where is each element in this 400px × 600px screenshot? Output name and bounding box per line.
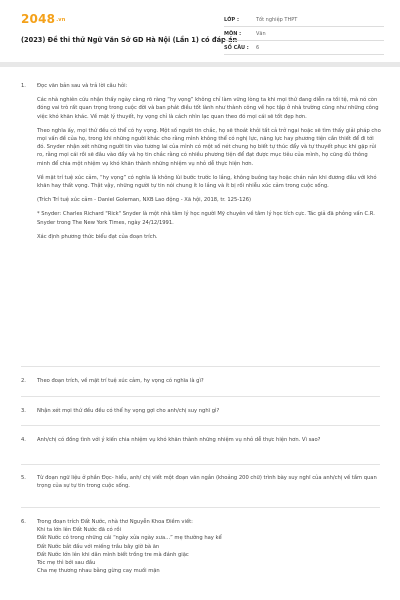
question-divider — [21, 396, 380, 397]
question-number: 4. — [21, 437, 26, 443]
passage-footnote: * Snyder: Charles Richard "Rick" Snyder là một nhà tâm lý học người Mỹ chuyên về tâm lý học tích cực. Tác giả đã phỏng vấn C.R. Snyder trong The New York Times, ngày 24/12/1991. — [37, 211, 375, 226]
question-5 — [21, 474, 381, 490]
page-header — [0, 0, 400, 60]
meta-label: MÔN : — [224, 30, 242, 37]
question-text: Từ đoạn ngữ liệu ở phần Đọc- hiểu, anh/ chị viết một đoạn văn ngắn (khoảng 200 chữ) trình bày suy nghĩ của anh/chị về tầm quan trọng của sự tự tin trong cuộc sống. — [37, 475, 377, 490]
question-text: Nhận xét mọi thứ đều đều có thể hy vọng gợi cho anh/chị suy nghĩ gì? — [37, 408, 220, 414]
question-number: 6. — [21, 519, 26, 525]
passage-paragraph-3: Về mặt trí tuệ xúc cảm, “hy vọng” có nghĩa là không lùi bước trước lo lắng, không buông tay hoặc chán nản khi đương đầu với khó khăn hay thất vọng. Thật vậy, những người tự tin nói chung ít lo lắng và ít bị rối nhiễu xúc cảm trong cuộc sống. — [37, 174, 377, 190]
meta-row-subject — [224, 27, 384, 41]
question-number: 5. — [21, 475, 26, 481]
question-number: 2. — [21, 378, 26, 384]
question-number: 3. — [21, 408, 26, 414]
question-intro: Đọc văn bản sau và trả lời câu hỏi: — [37, 83, 128, 89]
question-number: 1. — [21, 83, 26, 89]
meta-label: LỚP : — [224, 16, 239, 23]
question-text: Anh/chị có đồng tình với ý kiến chia nhiệm vụ khó khăn thành những nhiệm vụ nhỏ dễ thực hiện hơn. Vì sao? — [37, 437, 321, 443]
question-4 — [21, 436, 381, 444]
question-2 — [21, 377, 381, 385]
passage-paragraph-2: Theo nghĩa ấy, mọi thứ đều có thể có hy vọng. Một số người tin chắc, họ sẽ thoát khỏi tất cả trở ngại hoặc sẽ tìm thấy giải pháp cho mọi vấn đề của họ, trong khi những người khác cho rằng mình không thể có nghị lực, năng lực hay phương tiện cần thiết để đi tới đó. Snyder nhận xét những người tin vào tương lai của mình có một số nét chung họ biết tự thúc đẩy và tự thuyết phục khi gặp rủi ro, rằng mọi cái rồi sẽ đâu vào đấy và họ tin chắc rằng có nhiều phương tiện để đạt được mục tiêu của mình, họ cũng đủ thông minh để chia một nhiệm vụ khó khăn thành những nhiệm vụ nhỏ dễ thực hiện hơn. — [37, 127, 381, 167]
question-1 — [21, 82, 381, 241]
poem-line: Tóc mẹ thì bới sau đầu — [37, 560, 96, 567]
poem-line: Đất Nước lớn lên khi dân mình biết trồng tre mà đánh giặc — [37, 551, 189, 558]
header-divider — [0, 62, 400, 67]
meta-value: 6 — [256, 44, 260, 51]
passage-source: (Trích Trí tuệ xúc cảm - Daniel Goleman, NXB Lao động - Xã hội, 2018, tr. 125-126) — [37, 197, 252, 204]
poem-line: Cha mẹ thương nhau bằng gừng cay muối mặn — [37, 568, 160, 575]
poem-line: Đất Nước bắt đầu với miếng trầu bây giờ bà ăn — [37, 543, 160, 550]
meta-label: SỐ CÂU : — [224, 44, 249, 51]
passage-paragraph-1: Các nhà nghiên cứu nhận thấy ngày càng rõ ràng “hy vọng” không chỉ làm vững lòng ta khi mọi thứ đang diễn ra tồi tệ, mà nó còn đóng vai trò rất quan trọng trong cuộc đời và ban phát điều tốt lành như thành công về học tập ở nhà trường cũng như những công việc khó khăn khác. Về mặt lý thuyết, hy vọng chỉ là cách nhìn lạc quan theo đó mọi cái sẽ tốt đẹp hơn. — [37, 97, 379, 120]
question-divider — [21, 464, 380, 465]
question-text: Theo đoạn trích, về mặt trí tuệ xúc cảm, hy vọng có nghĩa là gì? — [37, 378, 204, 384]
meta-row-question-count — [224, 41, 384, 55]
question-prompt: Xác định phương thức biểu đạt của đoạn trích. — [37, 233, 158, 240]
poem-line: Đất Nước có trong những cái “ngày xửa ngày xưa...” mẹ thường hay kể — [37, 535, 222, 542]
site-logo[interactable] — [21, 12, 66, 26]
meta-row-grade — [224, 13, 384, 27]
document-title: (2023) Đề thi thử Ngữ Văn Sở GD Hà Nội (Lần 1) có đáp án — [21, 36, 238, 44]
logo-text: 2048 — [21, 12, 56, 26]
question-divider — [21, 366, 380, 367]
meta-value: Văn — [256, 30, 266, 37]
question-6 — [21, 518, 381, 575]
question-intro: Trong đoạn trích Đất Nước, nhà thơ Nguyễn Khoa Điềm viết: — [37, 519, 193, 525]
meta-value: Tốt nghiệp THPT — [256, 16, 298, 23]
question-divider — [21, 425, 380, 426]
question-3 — [21, 407, 381, 415]
question-divider — [21, 507, 380, 508]
document-meta-table — [224, 13, 384, 55]
poem-line: Khi ta lớn lên Đất Nước đã có rồi — [37, 527, 122, 534]
logo-tld: .vn — [56, 16, 66, 23]
